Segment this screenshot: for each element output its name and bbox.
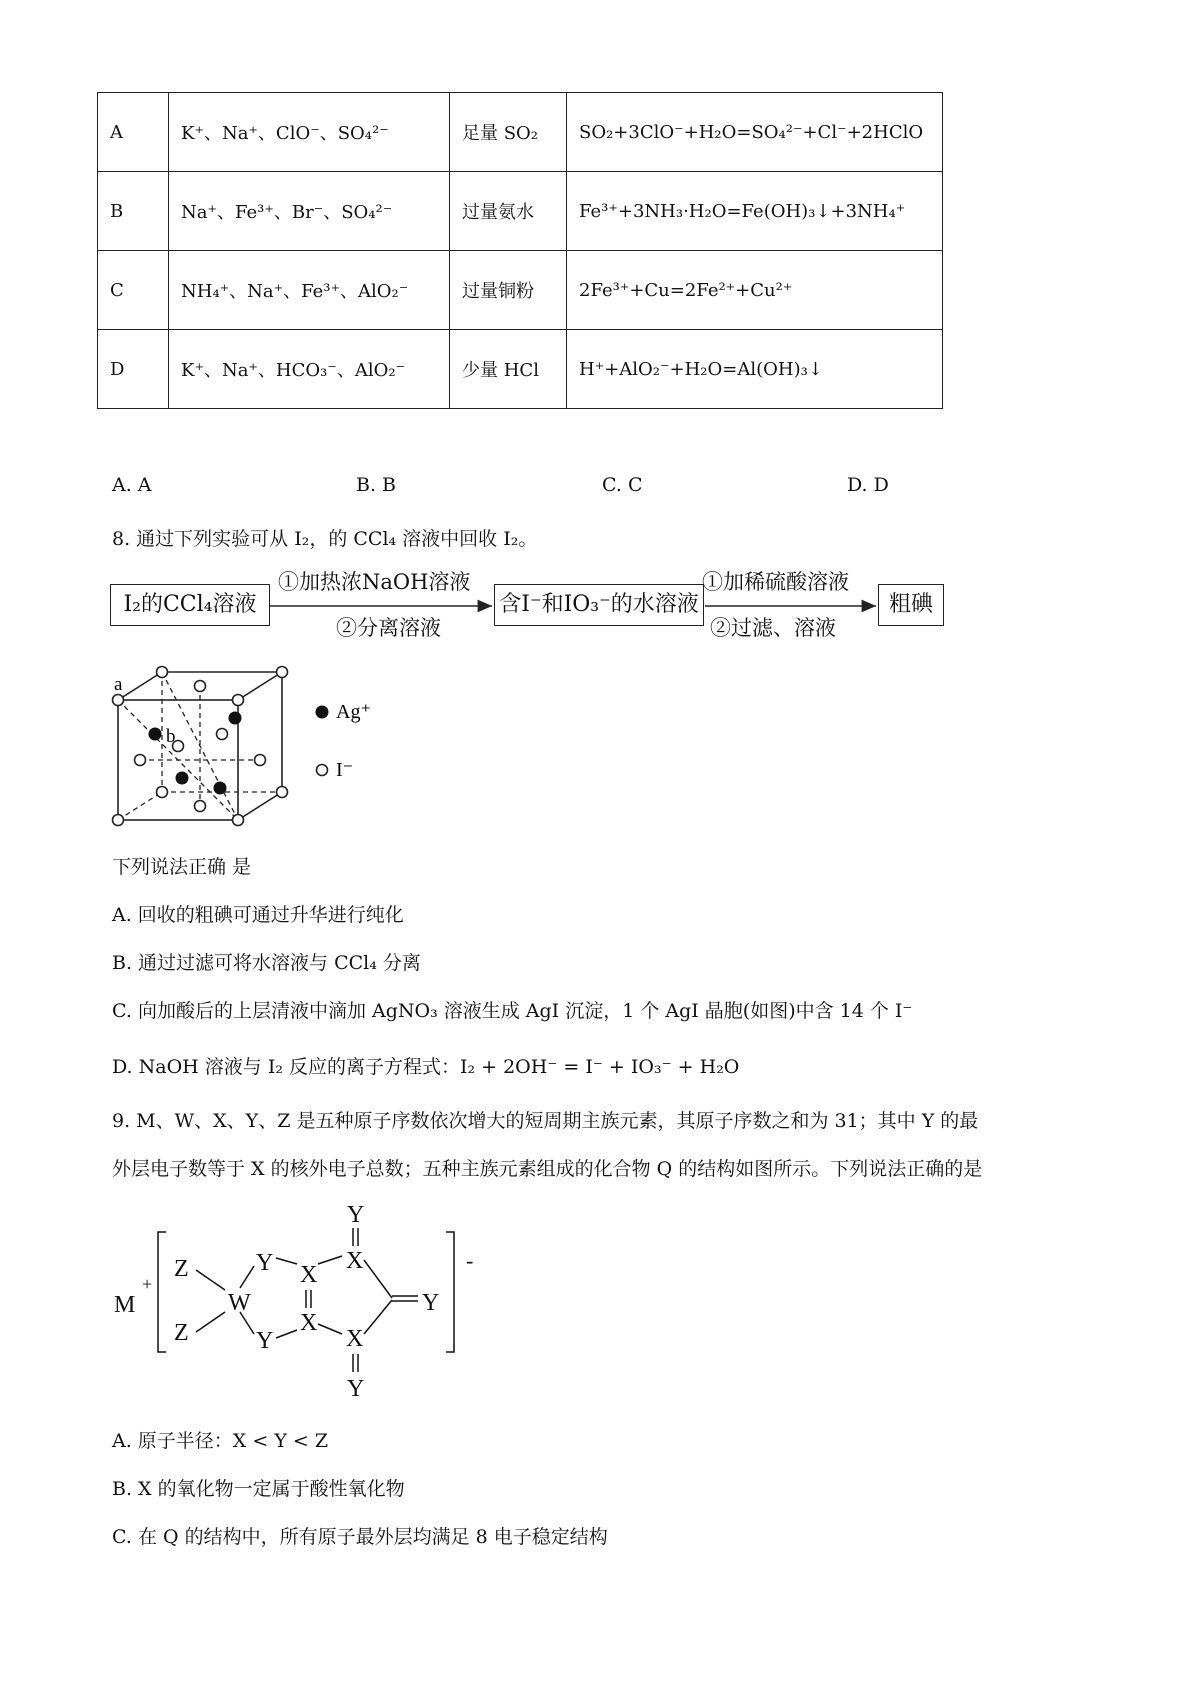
ionic-equation: H⁺+AlO₂⁻+H₂O=Al(OH)₃↓ xyxy=(567,330,943,409)
ionic-equation: SO₂+3ClO⁻+H₂O=SO₄²⁻+Cl⁻+2HClO xyxy=(567,93,943,172)
ionic-equation: Fe³⁺+3NH₃·H₂O=Fe(OH)₃↓+3NH₄⁺ xyxy=(567,172,943,251)
q7-option-a: A. A xyxy=(112,474,152,496)
flow-box-end: 粗碘 xyxy=(878,584,944,626)
row-label: C xyxy=(98,251,169,330)
atom-x-3: X xyxy=(346,1248,364,1274)
flow-arrow2-top-label: ①加稀硫酸溶液 xyxy=(702,570,849,594)
q7-option-c: C. C xyxy=(602,474,643,496)
flow-arrow1-bottom-label: ②分离溶液 xyxy=(336,616,441,640)
ion-list: K⁺、Na⁺、HCO₃⁻、AlO₂⁻ xyxy=(169,330,450,409)
cell-label-a: a xyxy=(114,674,123,695)
flow-box-start: I₂的CCl₄溶液 xyxy=(110,584,270,626)
reagent: 过量铜粉 xyxy=(450,251,567,330)
atom-x-1: X xyxy=(300,1262,318,1288)
q8-option-b: B. 通过过滤可将水溶液与 CCl₄ 分离 xyxy=(112,952,421,974)
charge-plus: + xyxy=(142,1274,153,1294)
bracket-left xyxy=(158,1232,166,1352)
atom-w: W xyxy=(228,1290,251,1316)
compound-q-structure xyxy=(100,1200,500,1405)
charge-minus: - xyxy=(466,1248,474,1273)
q7-option-d: D. D xyxy=(847,474,889,496)
q9-option-b: B. X 的氧化物一定属于酸性氧化物 xyxy=(112,1478,405,1500)
atom-z-bottom: Z xyxy=(174,1320,189,1346)
ion-list: Na⁺、Fe³⁺、Br⁻、SO₄²⁻ xyxy=(169,172,450,251)
ion-list: K⁺、Na⁺、ClO⁻、SO₄²⁻ xyxy=(169,93,450,172)
flow-arrow1-top-label: ①加热浓NaOH溶液 xyxy=(278,570,471,594)
atom-y-lower: Y xyxy=(256,1328,274,1354)
legend-i-label: I⁻ xyxy=(336,759,354,781)
reagent: 足量 SO₂ xyxy=(450,93,567,172)
cell-label-b: b xyxy=(166,726,176,747)
atom-m: M xyxy=(114,1292,136,1318)
q9-option-c: C. 在 Q 的结构中，所有原子最外层均满足 8 电子稳定结构 xyxy=(112,1526,608,1548)
atom-y-upper: Y xyxy=(256,1250,274,1276)
flow-box-middle: 含I⁻和IO₃⁻的水溶液 xyxy=(494,584,704,626)
q8-prompt: 下列说法正确 是 xyxy=(112,856,252,878)
bracket-right xyxy=(446,1232,454,1352)
legend-ag-marker xyxy=(316,706,329,719)
flow-arrow2-bottom-label: ②过滤、溶液 xyxy=(710,616,836,640)
q7-option-b: B. B xyxy=(356,474,397,496)
flow-arrows xyxy=(0,0,1200,660)
q8-option-d: D. NaOH 溶液与 I₂ 反应的离子方程式：I₂ + 2OH⁻ = I⁻ + IO₃⁻ + H₂O xyxy=(112,1056,740,1078)
legend-i-marker xyxy=(317,765,328,776)
q9-stem-line1: 9. M、W、X、Y、Z 是五种原子序数依次增大的短周期主族元素，其原子序数之和为 31；其中 Y 的最 xyxy=(112,1110,979,1132)
q8-option-c: C. 向加酸后的上层清液中滴加 AgNO₃ 溶液生成 AgI 沉淀，1 个 AgI 晶胞(如图)中含 14 个 I⁻ xyxy=(112,1000,913,1022)
q9-stem-line2: 外层电子数等于 X 的核外电子总数；五种主族元素组成的化合物 Q 的结构如图所示。下列说法正确的是 xyxy=(112,1158,983,1180)
row-label: A xyxy=(98,93,169,172)
q8-stem: 8. 通过下列实验可从 I₂，的 CCl₄ 溶液中回收 I₂。 xyxy=(112,528,538,550)
atom-x-2: X xyxy=(300,1310,318,1336)
row-label: D xyxy=(98,330,169,409)
ion-list: NH₄⁺、Na⁺、Fe³⁺、AlO₂⁻ xyxy=(169,251,450,330)
atom-z-top: Z xyxy=(174,1256,189,1282)
legend-ag-label: Ag⁺ xyxy=(336,701,371,723)
atom-y-bottom: Y xyxy=(347,1376,365,1402)
atom-y-top: Y xyxy=(347,1202,365,1228)
reagent: 过量氨水 xyxy=(450,172,567,251)
q8-option-a: A. 回收的粗碘可通过升华进行纯化 xyxy=(112,904,404,926)
atom-x-4: X xyxy=(346,1326,364,1352)
row-label: B xyxy=(98,172,169,251)
atom-y-right: Y xyxy=(422,1290,440,1316)
q9-option-a: A. 原子半径：X < Y < Z xyxy=(112,1430,329,1452)
reagent: 少量 HCl xyxy=(450,330,567,409)
agi-unit-cell-diagram xyxy=(100,660,400,830)
ionic-equation: 2Fe³⁺+Cu=2Fe²⁺+Cu²⁺ xyxy=(567,251,943,330)
